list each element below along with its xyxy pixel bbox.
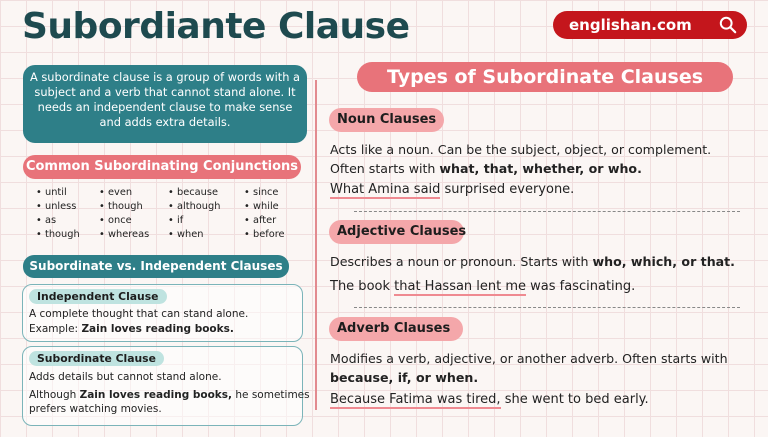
- subordinate-clause-text: Adds details but cannot stand alone.: [29, 371, 222, 383]
- noun-clauses-description: [330, 140, 711, 178]
- section-divider: [354, 211, 740, 212]
- conjunction-item: • because: [168, 186, 220, 200]
- example-prefix: Example:: [29, 322, 82, 335]
- adverb-clauses-label: Adverb Clauses: [329, 317, 463, 341]
- adjective-example-post: was fascinating.: [526, 279, 636, 294]
- noun-clauses-label: Noun Clauses: [329, 108, 444, 132]
- conjunction-item: • unless: [36, 200, 80, 214]
- page-title: Subordiante Clause: [22, 6, 410, 47]
- noun-example-highlight: What Amina said: [330, 182, 441, 197]
- noun-example-rest: surprised everyone.: [440, 182, 575, 197]
- adverb-desc-bold: because, if, or when.: [330, 370, 479, 385]
- noun-clauses-example: [330, 182, 574, 197]
- vertical-divider: [315, 80, 317, 410]
- adjective-desc-bold: who, which, or that.: [592, 254, 735, 269]
- conjunction-item: • since: [244, 186, 285, 200]
- conjunction-item: • if: [168, 214, 220, 228]
- search-icon[interactable]: [719, 16, 737, 34]
- adverb-clauses-example: [330, 392, 649, 407]
- conjunction-item: • though: [36, 228, 80, 242]
- subordinate-clause-example-line2: prefers watching movies.: [29, 403, 162, 415]
- adjective-clauses-label: Adjective Clauses: [329, 220, 464, 244]
- noun-desc-line2: [330, 159, 711, 178]
- conjunctions-heading: Common Subordinating Conjunctions: [23, 155, 301, 179]
- conjunction-column-2: [99, 186, 149, 242]
- example-prefix: Although: [29, 388, 80, 401]
- conjunction-item: • though: [99, 200, 149, 214]
- intro-definition: A subordinate clause is a group of words with a subject and a verb that cannot stand alone. It needs an independent clause to make sense and adds extra details.: [23, 65, 307, 143]
- conjunction-item: • although: [168, 200, 220, 214]
- conjunction-item: • while: [244, 200, 285, 214]
- independent-clause-label: Independent Clause: [29, 289, 167, 304]
- conjunction-column-1: [36, 186, 80, 242]
- adverb-example-rest: she went to bed early.: [500, 392, 649, 407]
- noun-desc-bold: what, that, whether, or who.: [439, 161, 642, 176]
- conjunction-item: • even: [99, 186, 149, 200]
- conjunction-item: • after: [244, 214, 285, 228]
- section-divider: [354, 307, 740, 308]
- adverb-desc-line1: Modifies a verb, adjective, or another adverb. Often starts with: [330, 351, 728, 366]
- adjective-clauses-example: [330, 279, 635, 294]
- conjunction-column-4: [244, 186, 285, 242]
- example-bold: Zain loves reading books.: [81, 322, 234, 335]
- conjunction-item: • whereas: [99, 228, 149, 242]
- site-search-badge[interactable]: [553, 11, 747, 39]
- adjective-clauses-description: [330, 252, 735, 271]
- conjunction-item: • before: [244, 228, 285, 242]
- independent-clause-card: [22, 284, 303, 342]
- adjective-desc-prefix: Describes a noun or pronoun. Starts with: [330, 254, 593, 269]
- subordinate-clause-card: [22, 346, 310, 426]
- conjunction-item: • once: [99, 214, 149, 228]
- independent-clause-example: [29, 322, 296, 337]
- adverb-clauses-description: [330, 349, 728, 387]
- example-bold: Zain loves reading books,: [79, 388, 233, 401]
- subordinate-clause-label: Subordinate Clause: [29, 351, 164, 366]
- adjective-example-pre: The book: [330, 279, 395, 294]
- conjunction-column-3: [168, 186, 220, 242]
- noun-desc-line1: Acts like a noun. Can be the subject, object, or complement.: [330, 142, 712, 157]
- types-heading: Types of Subordinate Clauses: [357, 62, 733, 92]
- independent-clause-text: A complete thought that can stand alone.: [29, 308, 249, 320]
- comparison-heading: Subordinate vs. Independent Clauses: [23, 255, 289, 278]
- example-suffix: he sometimes: [232, 388, 310, 401]
- conjunction-item: • until: [36, 186, 80, 200]
- adjective-example-highlight: that Hassan lent me: [394, 279, 527, 294]
- subordinate-clause-example: [29, 388, 310, 403]
- conjunction-item: • as: [36, 214, 80, 228]
- adverb-example-highlight: Because Fatima was tired,: [330, 392, 501, 407]
- noun-desc-prefix: Often starts with: [330, 161, 440, 176]
- conjunction-item: • when: [168, 228, 220, 242]
- site-name: englishan.com: [569, 16, 692, 34]
